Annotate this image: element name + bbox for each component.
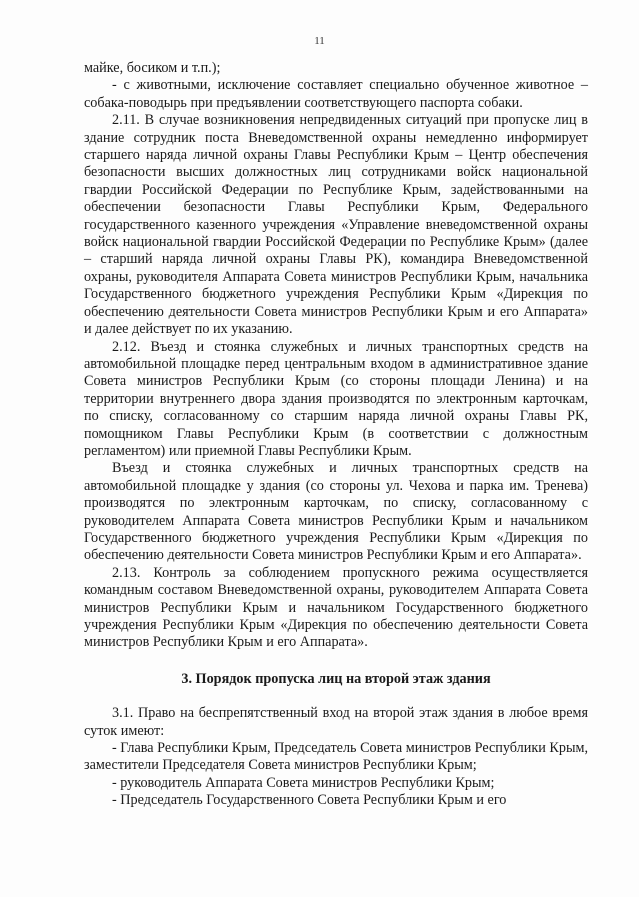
- paragraph: Въезд и стоянка служебных и личных транспортных средств на автомобильной площадке у здания (со стороны ул. Чехова и парка им. Тренева) производятся по электронным карточкам, по списку, согласованному с руководителем Аппарата Совета министров Республики Крым и начальником Государственного бюджетного учреждения Республики Крым «Дирекция по обеспечению деятельности Совета министров Республики Крым и его Аппарата».: [84, 460, 588, 564]
- paragraph: - руководитель Аппарата Совета министров Республики Крым;: [112, 774, 495, 791]
- page-number: 11: [314, 35, 325, 47]
- section-2-paragraphs: [84, 60, 588, 652]
- paragraph: - с животными, исключение составляет специально обученное животное – собака-поводырь при предъявлении соответствующего паспорта собаки.: [84, 77, 588, 111]
- paragraph: - Глава Республики Крым, Председатель Совета министров Республики Крым, заместители Председателя Совета министров Республики Крым;: [84, 740, 588, 774]
- paragraph: 2.13. Контроль за соблюдением пропускного режима осуществляется командным составом Вневедомственной охраны, руководителем Аппарата Совета министров Республики Крым и начальником Государственного бюджетного учреждения Республики Крым «Дирекция по обеспечению деятельности Совета министров Республики Крым и его Аппарата».: [84, 564, 588, 651]
- paragraph: 2.11. В случае возникновения непредвиденных ситуаций при пропуске лиц в здание сотрудник поста Вневедомственной охраны немедленно информирует старшего наряда личной охраны Главы Республики Крым – Центр обеспечения безопасности высших должностных лиц сотрудниками войск национальной гвардии Российской Федерации по Республике Крым, задействованными на обеспечении безопасности Главы Республики Крым, Федерального государственного казенного учреждения «Управление вневедомственной охраны войск национальной гвардии Российской Федерации по Республике Крым» (далее – старший наряда личной охраны Главы РК), командира Вневедомственной охраны, руководителя Аппарата Совета министров Республики Крым, начальника Государственного бюджетного учреждения Республики Крым «Дирекция по обеспечению деятельности Совета министров Республики Крым и его Аппарата» и далее действует по их указанию.: [84, 112, 588, 338]
- document-body: [84, 60, 588, 810]
- paragraph: 3.1. Право на беспрепятственный вход на второй этаж здания в любое время суток имеют:: [84, 705, 588, 739]
- paragraph: - Председатель Государственного Совета Республики Крым и его: [112, 792, 507, 809]
- paragraph: майке, босиком и т.п.);: [84, 60, 221, 76]
- section-heading: 3. Порядок пропуска лиц на второй этаж здания: [181, 670, 491, 687]
- paragraph: 2.12. Въезд и стоянка служебных и личных транспортных средств на автомобильной площадке перед центральным входом в административное здание Совета министров Республики Крым (со стороны площади Ленина) и на территории внутреннего двора здания производятся по электронным карточкам, по списку, согласованному со старшим наряда личной охраны Главы РК, помощником Главы Республики Крым (в соответствии с должностным регламентом) или приемной Главы Республики Крым.: [84, 338, 588, 459]
- section-3-paragraphs: [84, 705, 588, 809]
